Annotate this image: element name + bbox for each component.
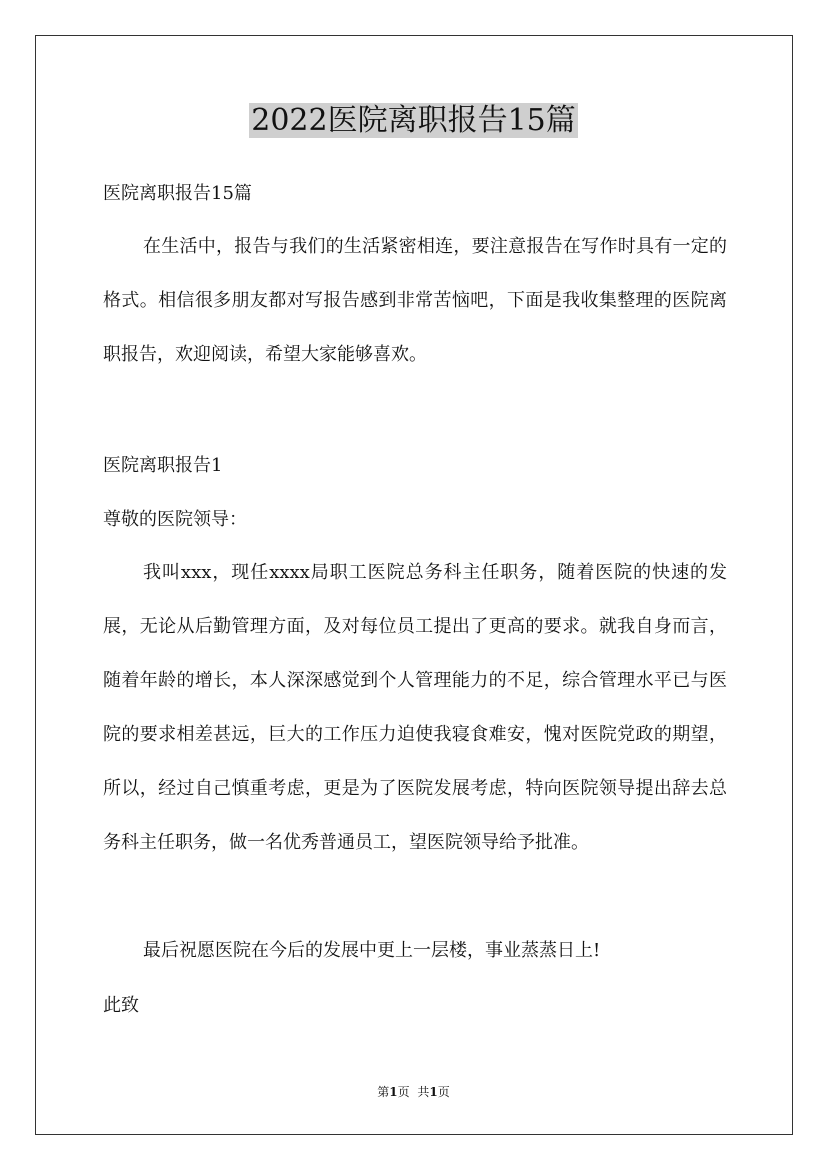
document-title-container <box>0 100 827 142</box>
page-suffix: 页 <box>397 1085 410 1099</box>
section-heading: 医院离职报告1 <box>103 455 223 476</box>
page-footer <box>0 1084 827 1100</box>
page-prefix: 第 <box>377 1085 390 1099</box>
document-subtitle: 医院离职报告15篇 <box>103 183 252 204</box>
total-suffix: 页 <box>437 1085 450 1099</box>
body-paragraph: 我叫xxx，现任xxxx局职工医院总务科主任职务，随着医院的快速的发展，无论从后勤管理方面，及对每位员工提出了更高的要求。就我自身而言，随着年龄的增长，本人深深感觉到个人管理能力的不足，综合管理水平已与医院的要求相差甚远，巨大的工作压力迫使我寝食难安，愧对医院党政的期望，所以，经过自己慎重考虑，更是为了医院发展考虑，特向医院领导提出辞去总务科主任职务，做一名优秀普通员工，望医院领导给予批准。 <box>103 562 727 853</box>
intro-paragraph: 在生活中，报告与我们的生活紧密相连，要注意报告在写作时具有一定的格式。相信很多朋友都对写报告感到非常苦恼吧，下面是我收集整理的医院离职报告，欢迎阅读，希望大家能够喜欢。 <box>103 236 727 365</box>
salutation: 尊敬的医院领导： <box>103 509 247 530</box>
wish-paragraph: 最后祝愿医院在今后的发展中更上一层楼，事业蒸蒸日上! <box>143 940 601 961</box>
total-prefix: 共 <box>417 1085 430 1099</box>
closing-text: 此致 <box>103 995 139 1016</box>
total-pages: 1 <box>429 1085 438 1099</box>
page-number: 1 <box>389 1085 398 1099</box>
document-title: 2022医院离职报告15篇 <box>251 103 576 138</box>
